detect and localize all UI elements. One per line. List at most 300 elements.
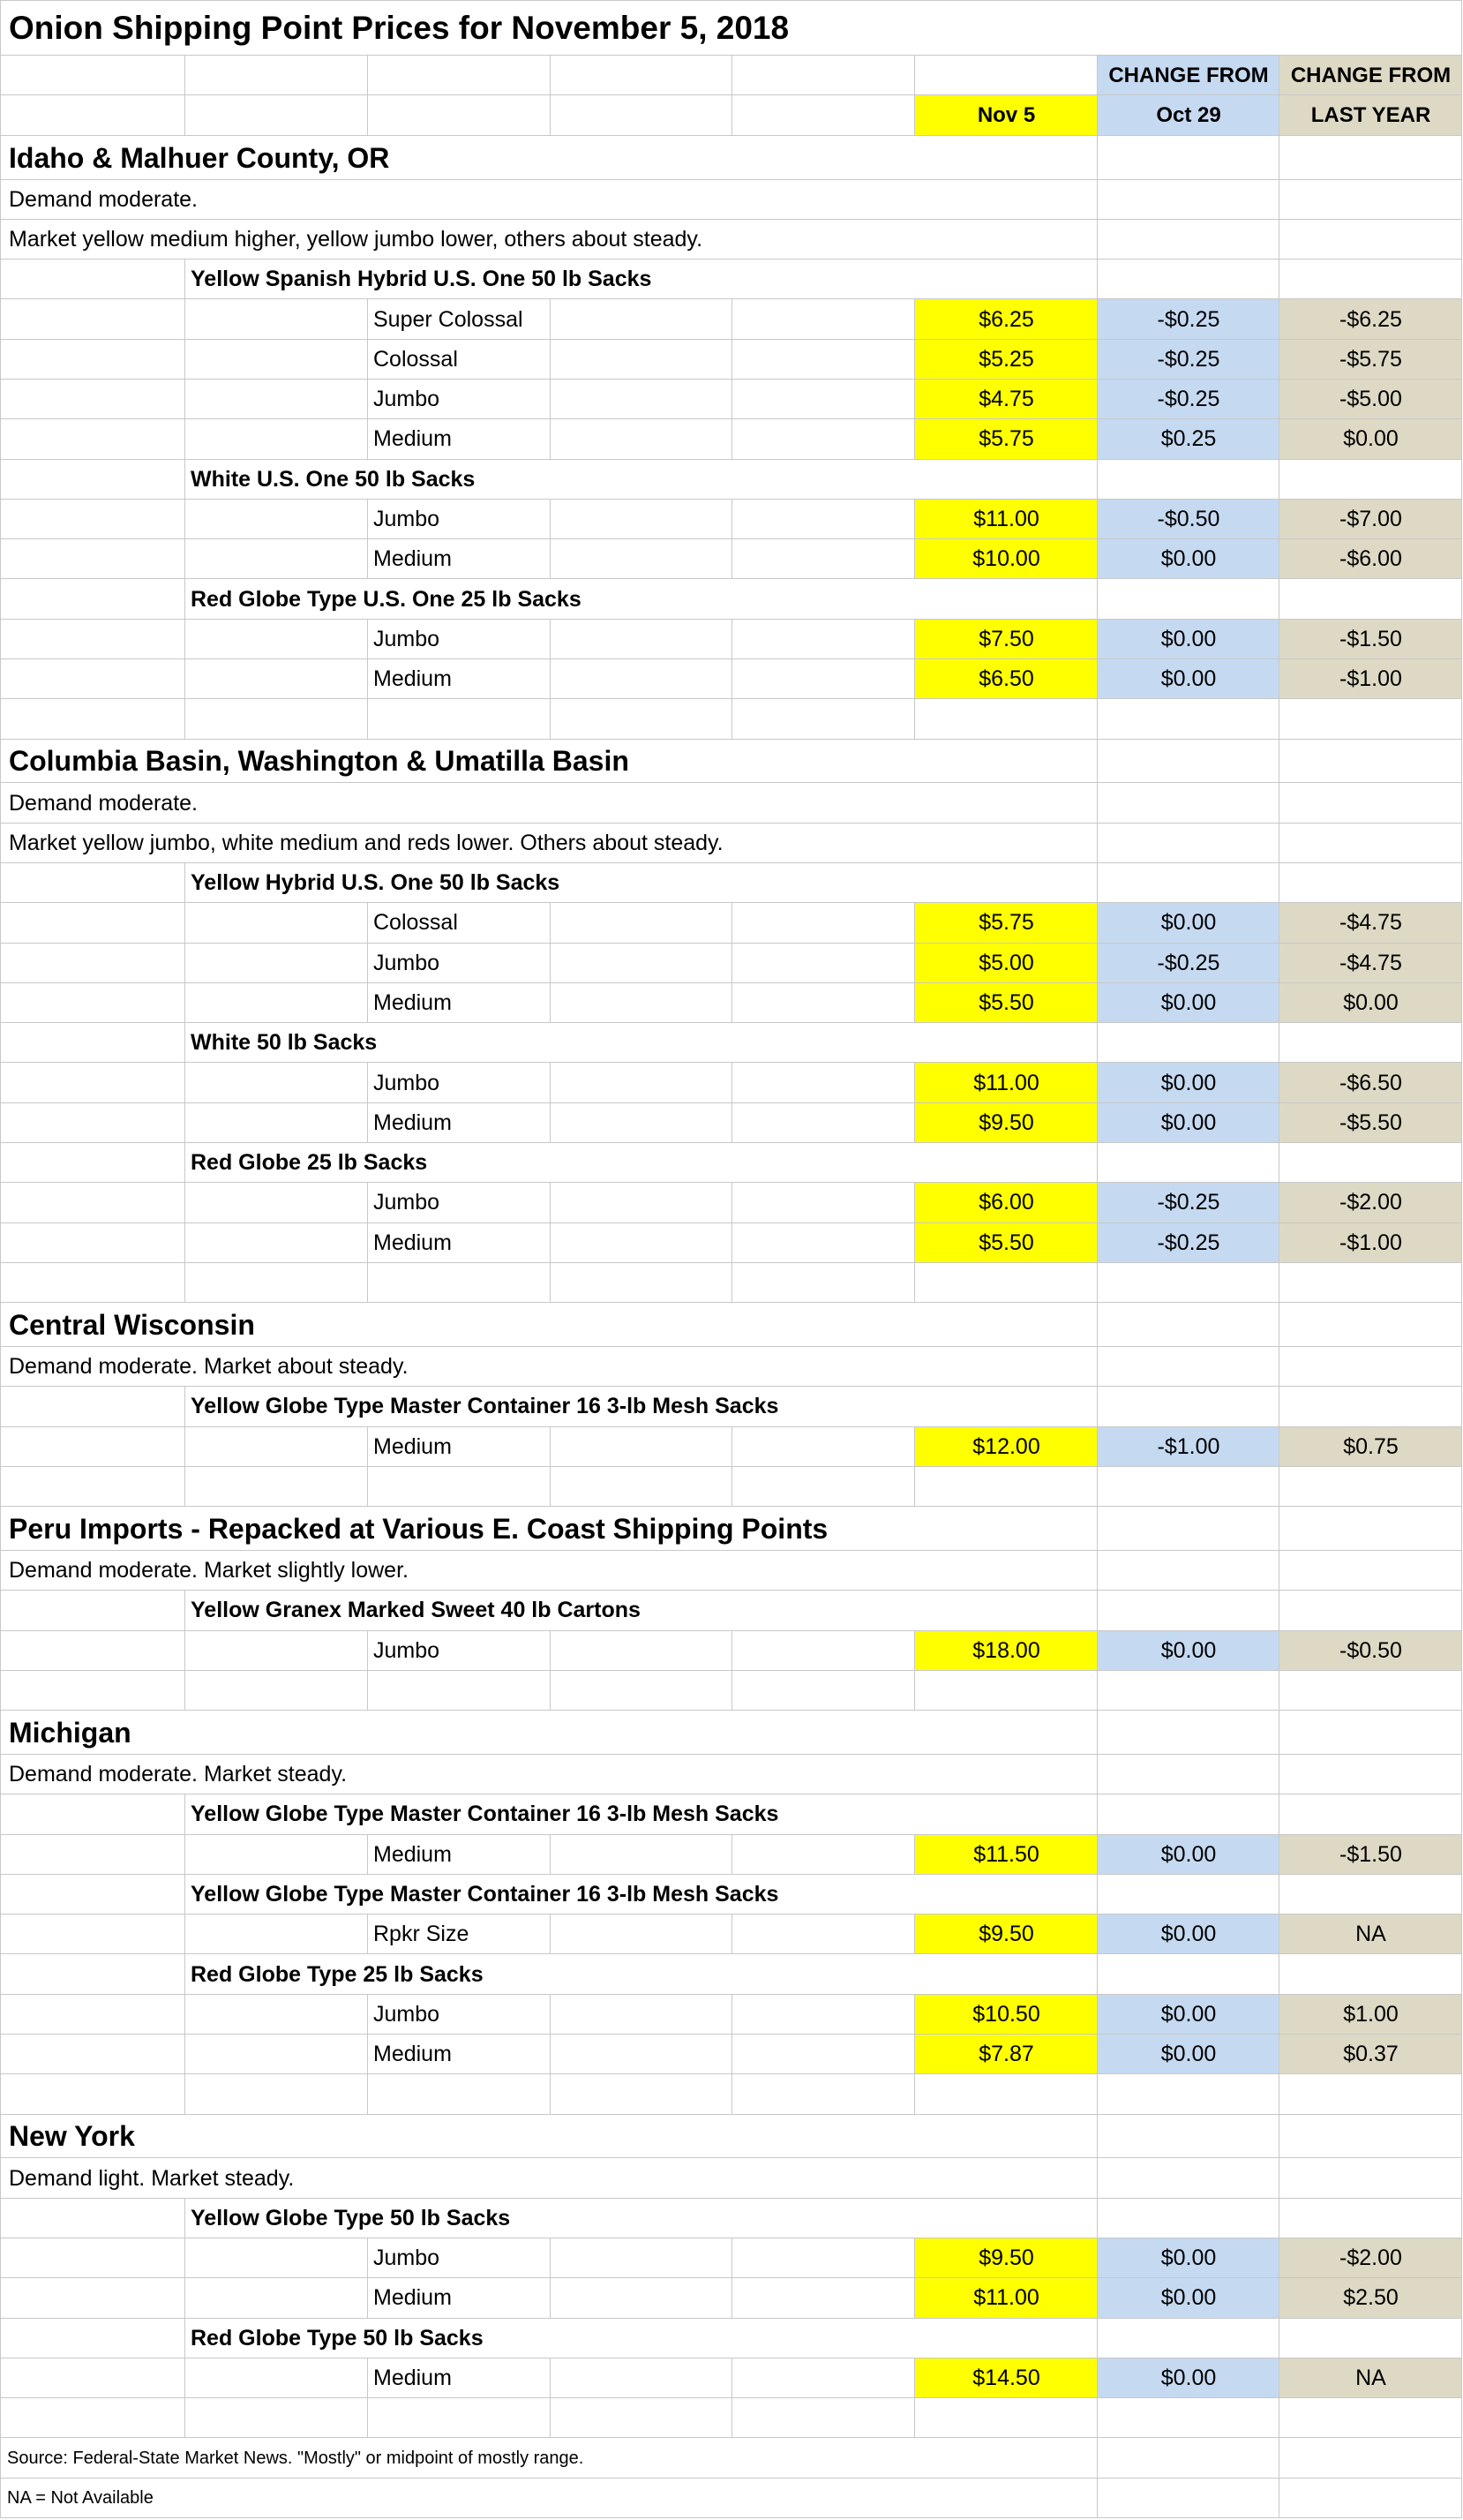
change-year-value: -$1.00	[1339, 1230, 1402, 1255]
grid-cell[interactable]	[368, 2398, 551, 2438]
size-label: Jumbo	[373, 387, 440, 412]
grid-cell[interactable]	[1098, 1954, 1279, 1994]
grid-cell[interactable]	[732, 1183, 915, 1222]
grid-cell[interactable]	[1279, 1387, 1462, 1426]
grid-cell[interactable]	[732, 983, 915, 1023]
price-nov5: $5.75	[979, 910, 1034, 936]
grid-cell[interactable]	[185, 1671, 368, 1711]
grid-cell[interactable]	[1098, 783, 1279, 823]
price-nov5: $18.00	[972, 1637, 1040, 1663]
nov5-header: Nov 5	[977, 103, 1036, 128]
grid-cell[interactable]	[1098, 2074, 1279, 2114]
size-label: Jumbo	[373, 2245, 440, 2271]
grid-cell[interactable]	[1098, 260, 1279, 299]
product-label: Yellow Globe Type Master Container 16 3-lb Mesh Sacks	[191, 1802, 779, 1827]
grid-cell[interactable]	[0, 539, 185, 579]
grid-cell[interactable]	[732, 903, 915, 943]
grid-cell[interactable]	[1098, 2479, 1279, 2518]
grid-cell[interactable]	[1098, 220, 1279, 260]
grid-cell[interactable]	[185, 983, 368, 1023]
grid-cell[interactable]	[0, 2035, 185, 2074]
grid-cell[interactable]	[732, 2035, 915, 2074]
grid-cell[interactable]	[368, 1671, 551, 1711]
grid-cell[interactable]	[0, 1591, 185, 1630]
grid-cell[interactable]	[551, 95, 732, 135]
grid-cell[interactable]	[1279, 863, 1462, 903]
grid-cell[interactable]	[0, 903, 185, 943]
grid-cell[interactable]	[1279, 740, 1462, 784]
grid-cell[interactable]	[368, 1263, 551, 1303]
price-nov5: $11.00	[973, 506, 1039, 531]
grid-cell[interactable]	[1098, 1467, 1279, 1507]
price-nov5: $6.00	[979, 1190, 1034, 1215]
grid-cell[interactable]	[1279, 180, 1462, 220]
grid-cell[interactable]	[185, 1063, 368, 1102]
grid-cell[interactable]	[1098, 1347, 1279, 1387]
market-note: Demand light. Market steady.	[9, 2165, 295, 2191]
size-label: Jumbo	[373, 1637, 440, 1663]
grid-cell[interactable]	[1279, 2074, 1462, 2114]
grid-cell[interactable]	[1098, 1303, 1279, 1347]
grid-cell[interactable]	[0, 2278, 185, 2318]
grid-cell[interactable]	[185, 1467, 368, 1507]
grid-cell[interactable]	[0, 419, 185, 459]
grid-cell[interactable]	[185, 539, 368, 579]
grid-cell[interactable]	[185, 340, 368, 380]
change-year-value: -$6.00	[1339, 546, 1402, 572]
change-year-value: -$2.00	[1339, 1190, 1402, 1215]
price-nov5: $9.50	[979, 1922, 1034, 1947]
grid-cell[interactable]	[1098, 824, 1279, 863]
grid-cell[interactable]	[915, 2398, 1098, 2438]
grid-cell[interactable]	[0, 500, 185, 539]
change-year-subheader: LAST YEAR	[1310, 103, 1431, 128]
grid-cell[interactable]	[0, 659, 185, 699]
grid-cell[interactable]	[368, 1467, 551, 1507]
grid-cell[interactable]	[732, 1995, 915, 2035]
grid-cell[interactable]	[551, 699, 732, 739]
grid-cell[interactable]	[1098, 1711, 1279, 1755]
change-year-value: $0.75	[1343, 1433, 1399, 1459]
grid-cell[interactable]	[1279, 1755, 1462, 1794]
size-label: Jumbo	[373, 506, 440, 531]
grid-cell[interactable]	[0, 2398, 185, 2438]
change-week-value: $0.00	[1160, 2285, 1217, 2311]
grid-cell[interactable]	[551, 56, 732, 95]
grid-cell[interactable]	[732, 1223, 915, 1263]
grid-cell[interactable]	[0, 1143, 185, 1183]
grid-cell[interactable]	[1098, 1507, 1279, 1551]
grid-cell[interactable]	[1098, 1263, 1279, 1303]
grid-cell[interactable]	[1098, 180, 1279, 220]
grid-cell[interactable]	[1098, 1671, 1279, 1711]
market-note: Market yellow jumbo, white medium and reds lower. Others about steady.	[9, 830, 724, 855]
grid-cell[interactable]	[0, 1631, 185, 1671]
change-year-value: -$6.25	[1339, 306, 1402, 332]
grid-cell[interactable]	[0, 699, 185, 739]
price-nov5: $5.50	[979, 1230, 1034, 1255]
grid-cell[interactable]	[185, 299, 368, 339]
change-year-value: -$0.50	[1339, 1637, 1402, 1663]
grid-cell[interactable]	[0, 2319, 185, 2358]
grid-cell[interactable]	[732, 340, 915, 380]
grid-cell[interactable]	[732, 539, 915, 579]
grid-cell[interactable]	[1098, 136, 1279, 180]
grid-cell[interactable]	[1098, 2199, 1279, 2238]
change-week-subheader: Oct 29	[1156, 103, 1221, 128]
region-title: Central Wisconsin	[9, 1309, 255, 1342]
grid-cell[interactable]	[0, 380, 185, 419]
grid-cell[interactable]	[1279, 1954, 1462, 1994]
price-nov5: $10.50	[972, 2001, 1040, 2027]
grid-cell[interactable]	[1098, 1794, 1279, 1834]
grid-cell[interactable]	[185, 1223, 368, 1263]
market-note: Demand moderate.	[9, 186, 199, 212]
grid-cell[interactable]	[1279, 1794, 1462, 1834]
price-nov5: $5.00	[979, 950, 1034, 975]
change-week-value: -$0.25	[1157, 306, 1220, 332]
grid-cell[interactable]	[1279, 1671, 1462, 1711]
grid-cell[interactable]	[1279, 2438, 1462, 2478]
grid-cell[interactable]	[185, 699, 368, 739]
grid-cell[interactable]	[732, 419, 915, 459]
change-week-value: $0.00	[1160, 1922, 1217, 1947]
page-title: Onion Shipping Point Prices for November 5, 2018	[9, 10, 790, 47]
grid-cell[interactable]	[0, 56, 185, 95]
grid-cell[interactable]	[1098, 2158, 1279, 2198]
change-week-value: -$0.50	[1157, 506, 1220, 531]
change-year-value: -$5.50	[1339, 1110, 1402, 1135]
grid-cell[interactable]	[0, 1427, 185, 1467]
grid-cell[interactable]	[0, 1875, 185, 1914]
region-title: New York	[9, 2120, 135, 2153]
grid-cell[interactable]	[732, 1427, 915, 1467]
grid-cell[interactable]	[732, 500, 915, 539]
grid-cell[interactable]	[185, 1835, 368, 1875]
grid-cell[interactable]	[1279, 2319, 1462, 2358]
size-label: Medium	[373, 1110, 452, 1135]
grid-cell[interactable]	[1098, 1551, 1279, 1591]
grid-cell[interactable]	[0, 1995, 185, 2035]
product-label: Yellow Spanish Hybrid U.S. One 50 lb Sacks	[191, 267, 652, 292]
product-label: Red Globe Type U.S. One 25 lb Sacks	[191, 586, 581, 612]
grid-cell[interactable]	[1279, 579, 1462, 619]
grid-cell[interactable]	[551, 2074, 732, 2114]
grid-cell[interactable]	[732, 2398, 915, 2438]
grid-cell[interactable]	[1279, 2479, 1462, 2518]
grid-cell[interactable]	[732, 1835, 915, 1875]
price-nov5: $5.25	[979, 346, 1034, 372]
change-year-value: -$4.75	[1339, 950, 1402, 975]
grid-cell[interactable]	[185, 659, 368, 699]
market-note: Demand moderate. Market about steady.	[9, 1354, 409, 1380]
grid-cell[interactable]	[185, 1263, 368, 1303]
grid-cell[interactable]	[0, 1794, 185, 1834]
grid-cell[interactable]	[0, 863, 185, 903]
size-label: Medium	[373, 2365, 452, 2390]
price-nov5: $7.87	[979, 2042, 1034, 2067]
grid-cell[interactable]	[1279, 824, 1462, 863]
grid-cell[interactable]	[1279, 220, 1462, 260]
change-week-value: $0.00	[1160, 1841, 1217, 1867]
change-year-value: -$7.00	[1339, 506, 1402, 531]
grid-cell[interactable]	[0, 340, 185, 380]
change-week-value: $0.00	[1160, 1110, 1217, 1135]
grid-cell[interactable]	[0, 620, 185, 659]
product-label: Red Globe 25 lb Sacks	[191, 1150, 428, 1176]
grid-cell[interactable]	[732, 56, 915, 95]
grid-cell[interactable]	[1279, 1591, 1462, 1630]
grid-cell[interactable]	[1279, 699, 1462, 739]
grid-cell[interactable]	[732, 944, 915, 983]
grid-cell[interactable]	[185, 1631, 368, 1671]
price-nov5: $9.50	[979, 1110, 1034, 1135]
market-note: Demand moderate. Market slightly lower.	[9, 1558, 409, 1583]
grid-cell[interactable]	[915, 2074, 1098, 2114]
grid-cell[interactable]	[732, 1467, 915, 1507]
grid-cell[interactable]	[1279, 2199, 1462, 2238]
grid-cell[interactable]	[0, 944, 185, 983]
grid-cell[interactable]	[732, 95, 915, 135]
grid-cell[interactable]	[732, 299, 915, 339]
grid-cell[interactable]	[732, 1671, 915, 1711]
grid-cell[interactable]	[732, 1103, 915, 1143]
grid-cell[interactable]	[732, 2278, 915, 2318]
grid-cell[interactable]	[1098, 1023, 1279, 1063]
grid-cell[interactable]	[732, 1263, 915, 1303]
size-label: Super Colossal	[373, 306, 523, 332]
grid-cell[interactable]	[185, 1103, 368, 1143]
grid-cell[interactable]	[1279, 1467, 1462, 1507]
grid-cell[interactable]	[185, 419, 368, 459]
grid-cell[interactable]	[0, 299, 185, 339]
grid-cell[interactable]	[551, 1671, 732, 1711]
grid-cell[interactable]	[551, 1467, 732, 1507]
product-label: Yellow Hybrid U.S. One 50 lb Sacks	[191, 870, 560, 896]
grid-cell[interactable]	[0, 2074, 185, 2114]
change-week-value: $0.00	[1160, 2245, 1217, 2271]
grid-cell[interactable]	[0, 95, 185, 135]
grid-cell[interactable]	[0, 1387, 185, 1426]
grid-cell[interactable]	[185, 500, 368, 539]
grid-cell[interactable]	[185, 1995, 368, 2035]
grid-cell[interactable]	[0, 1263, 185, 1303]
grid-cell[interactable]	[0, 460, 185, 500]
size-label: Medium	[373, 2042, 452, 2067]
grid-cell[interactable]	[1098, 863, 1279, 903]
grid-cell[interactable]	[732, 1063, 915, 1102]
grid-cell[interactable]	[0, 1467, 185, 1507]
grid-cell[interactable]	[915, 699, 1098, 739]
grid-cell[interactable]	[185, 2398, 368, 2438]
grid-cell[interactable]	[185, 2074, 368, 2114]
grid-cell[interactable]	[0, 1223, 185, 1263]
grid-cell[interactable]	[185, 620, 368, 659]
grid-cell[interactable]	[1279, 1303, 1462, 1347]
grid-cell[interactable]	[185, 2035, 368, 2074]
grid-cell[interactable]	[185, 380, 368, 419]
grid-cell[interactable]	[732, 380, 915, 419]
grid-cell[interactable]	[185, 1914, 368, 1954]
grid-cell[interactable]	[0, 1063, 185, 1102]
size-label: Medium	[373, 426, 452, 452]
grid-cell[interactable]	[1279, 260, 1462, 299]
change-week-value: -$0.25	[1157, 950, 1220, 975]
size-label: Medium	[373, 989, 452, 1015]
grid-cell[interactable]	[185, 1427, 368, 1467]
grid-cell[interactable]	[915, 56, 1098, 95]
product-label: Yellow Granex Marked Sweet 40 lb Cartons	[191, 1598, 641, 1623]
change-year-value: -$4.75	[1339, 910, 1402, 936]
grid-cell[interactable]	[1098, 2438, 1279, 2478]
grid-cell[interactable]	[1098, 2319, 1279, 2358]
price-nov5: $4.75	[979, 387, 1034, 412]
grid-cell[interactable]	[0, 1671, 185, 1711]
grid-cell[interactable]	[732, 2358, 915, 2398]
grid-cell[interactable]	[1279, 1023, 1462, 1063]
grid-cell[interactable]	[732, 2074, 915, 2114]
change-year-value: -$5.00	[1339, 387, 1402, 412]
grid-cell[interactable]	[915, 1671, 1098, 1711]
grid-cell[interactable]	[368, 95, 551, 135]
grid-cell[interactable]	[915, 1263, 1098, 1303]
price-nov5: $10.00	[972, 546, 1040, 572]
size-label: Jumbo	[373, 1070, 440, 1095]
grid-cell[interactable]	[732, 1631, 915, 1671]
grid-cell[interactable]	[732, 699, 915, 739]
grid-cell[interactable]	[0, 1914, 185, 1954]
grid-cell[interactable]	[551, 2398, 732, 2438]
grid-cell[interactable]	[732, 2238, 915, 2278]
grid-cell[interactable]	[1098, 2115, 1279, 2159]
grid-cell[interactable]	[185, 944, 368, 983]
grid-cell[interactable]	[0, 2358, 185, 2398]
market-note: Demand moderate. Market steady.	[9, 1762, 348, 1787]
grid-cell[interactable]	[185, 95, 368, 135]
grid-cell[interactable]	[1279, 136, 1462, 180]
grid-cell[interactable]	[1279, 1507, 1462, 1551]
change-week-value: $0.00	[1160, 1637, 1217, 1663]
change-week-value: $0.00	[1160, 546, 1217, 572]
price-nov5: $11.50	[973, 1841, 1039, 1867]
grid-cell[interactable]	[1098, 1591, 1279, 1630]
grid-cell[interactable]	[1279, 2398, 1462, 2438]
grid-cell[interactable]	[1098, 1143, 1279, 1183]
change-week-value: $0.25	[1160, 426, 1217, 452]
product-label: White 50 lb Sacks	[191, 1030, 378, 1056]
grid-cell[interactable]	[185, 1183, 368, 1222]
market-note: Market yellow medium higher, yellow jumbo lower, others about steady.	[9, 226, 703, 252]
price-nov5: $6.50	[979, 666, 1034, 692]
grid-cell[interactable]	[0, 2238, 185, 2278]
grid-cell[interactable]	[185, 2358, 368, 2398]
grid-cell[interactable]	[551, 1263, 732, 1303]
grid-cell[interactable]	[1098, 740, 1279, 784]
change-week-value: $0.00	[1160, 989, 1217, 1015]
grid-cell[interactable]	[0, 260, 185, 299]
grid-cell[interactable]	[1279, 1263, 1462, 1303]
change-week-header: CHANGE FROM	[1108, 63, 1269, 87]
size-label: Medium	[373, 666, 452, 692]
price-nov5: $14.50	[972, 2365, 1040, 2390]
change-year-value: -$6.50	[1339, 1070, 1402, 1095]
grid-cell[interactable]	[368, 56, 551, 95]
change-year-value: -$1.50	[1339, 626, 1402, 651]
product-label: Yellow Globe Type 50 lb Sacks	[191, 2205, 511, 2230]
grid-cell[interactable]	[368, 699, 551, 739]
grid-cell[interactable]	[1279, 1347, 1462, 1387]
grid-cell[interactable]	[732, 620, 915, 659]
grid-cell[interactable]	[1279, 1711, 1462, 1755]
grid-cell[interactable]	[0, 1183, 185, 1222]
grid-cell[interactable]	[1098, 2398, 1279, 2438]
price-nov5: $5.50	[979, 989, 1034, 1015]
change-week-value: $0.00	[1160, 666, 1217, 692]
change-year-value: $0.37	[1343, 2042, 1399, 2067]
grid-cell[interactable]	[185, 903, 368, 943]
region-title: Michigan	[9, 1717, 131, 1749]
grid-cell[interactable]	[1098, 579, 1279, 619]
grid-cell[interactable]	[915, 1467, 1098, 1507]
size-label: Jumbo	[373, 950, 440, 975]
grid-cell[interactable]	[0, 1103, 185, 1143]
change-year-value: -$1.00	[1339, 666, 1402, 692]
grid-cell[interactable]	[185, 56, 368, 95]
grid-cell[interactable]	[1279, 2115, 1462, 2159]
grid-cell[interactable]	[1279, 2158, 1462, 2198]
product-label: Yellow Globe Type Master Container 16 3-lb Mesh Sacks	[191, 1394, 779, 1419]
grid-cell[interactable]	[0, 1023, 185, 1063]
grid-cell[interactable]	[1098, 699, 1279, 739]
grid-cell[interactable]	[732, 659, 915, 699]
grid-cell[interactable]	[368, 2074, 551, 2114]
price-nov5: $11.00	[973, 1070, 1039, 1095]
change-year-value: $0.00	[1343, 426, 1399, 452]
grid-cell[interactable]	[185, 2238, 368, 2278]
change-week-value: -$0.25	[1157, 346, 1220, 372]
grid-cell[interactable]	[1279, 783, 1462, 823]
grid-cell[interactable]	[1279, 1551, 1462, 1591]
grid-cell[interactable]	[0, 1835, 185, 1875]
grid-cell[interactable]	[0, 579, 185, 619]
grid-cell[interactable]	[1098, 1875, 1279, 1914]
grid-cell[interactable]	[185, 2278, 368, 2318]
grid-cell[interactable]	[1098, 1755, 1279, 1794]
change-year-value: NA	[1355, 2365, 1386, 2390]
grid-cell[interactable]	[1279, 1875, 1462, 1914]
market-note: Demand moderate.	[9, 790, 199, 816]
grid-cell[interactable]	[0, 983, 185, 1023]
region-title: Idaho & Malhuer County, OR	[9, 141, 390, 174]
change-year-header: CHANGE FROM	[1290, 63, 1452, 87]
grid-cell[interactable]	[0, 2199, 185, 2238]
price-nov5: $7.50	[979, 626, 1034, 651]
price-nov5: $9.50	[979, 2245, 1034, 2271]
change-week-value: -$0.25	[1157, 1190, 1220, 1215]
size-label: Medium	[373, 1841, 452, 1867]
grid-cell[interactable]	[732, 1914, 915, 1954]
grid-cell[interactable]	[1098, 460, 1279, 500]
price-nov5: $12.00	[972, 1433, 1040, 1459]
grid-cell[interactable]	[1279, 460, 1462, 500]
change-year-value: -$2.00	[1339, 2245, 1402, 2271]
footnote: NA = Not Available	[7, 2488, 154, 2509]
grid-cell[interactable]	[1279, 1143, 1462, 1183]
size-label: Rpkr Size	[373, 1922, 469, 1947]
grid-cell[interactable]	[0, 1954, 185, 1994]
size-label: Medium	[373, 2285, 452, 2311]
grid-cell[interactable]	[1098, 1387, 1279, 1426]
